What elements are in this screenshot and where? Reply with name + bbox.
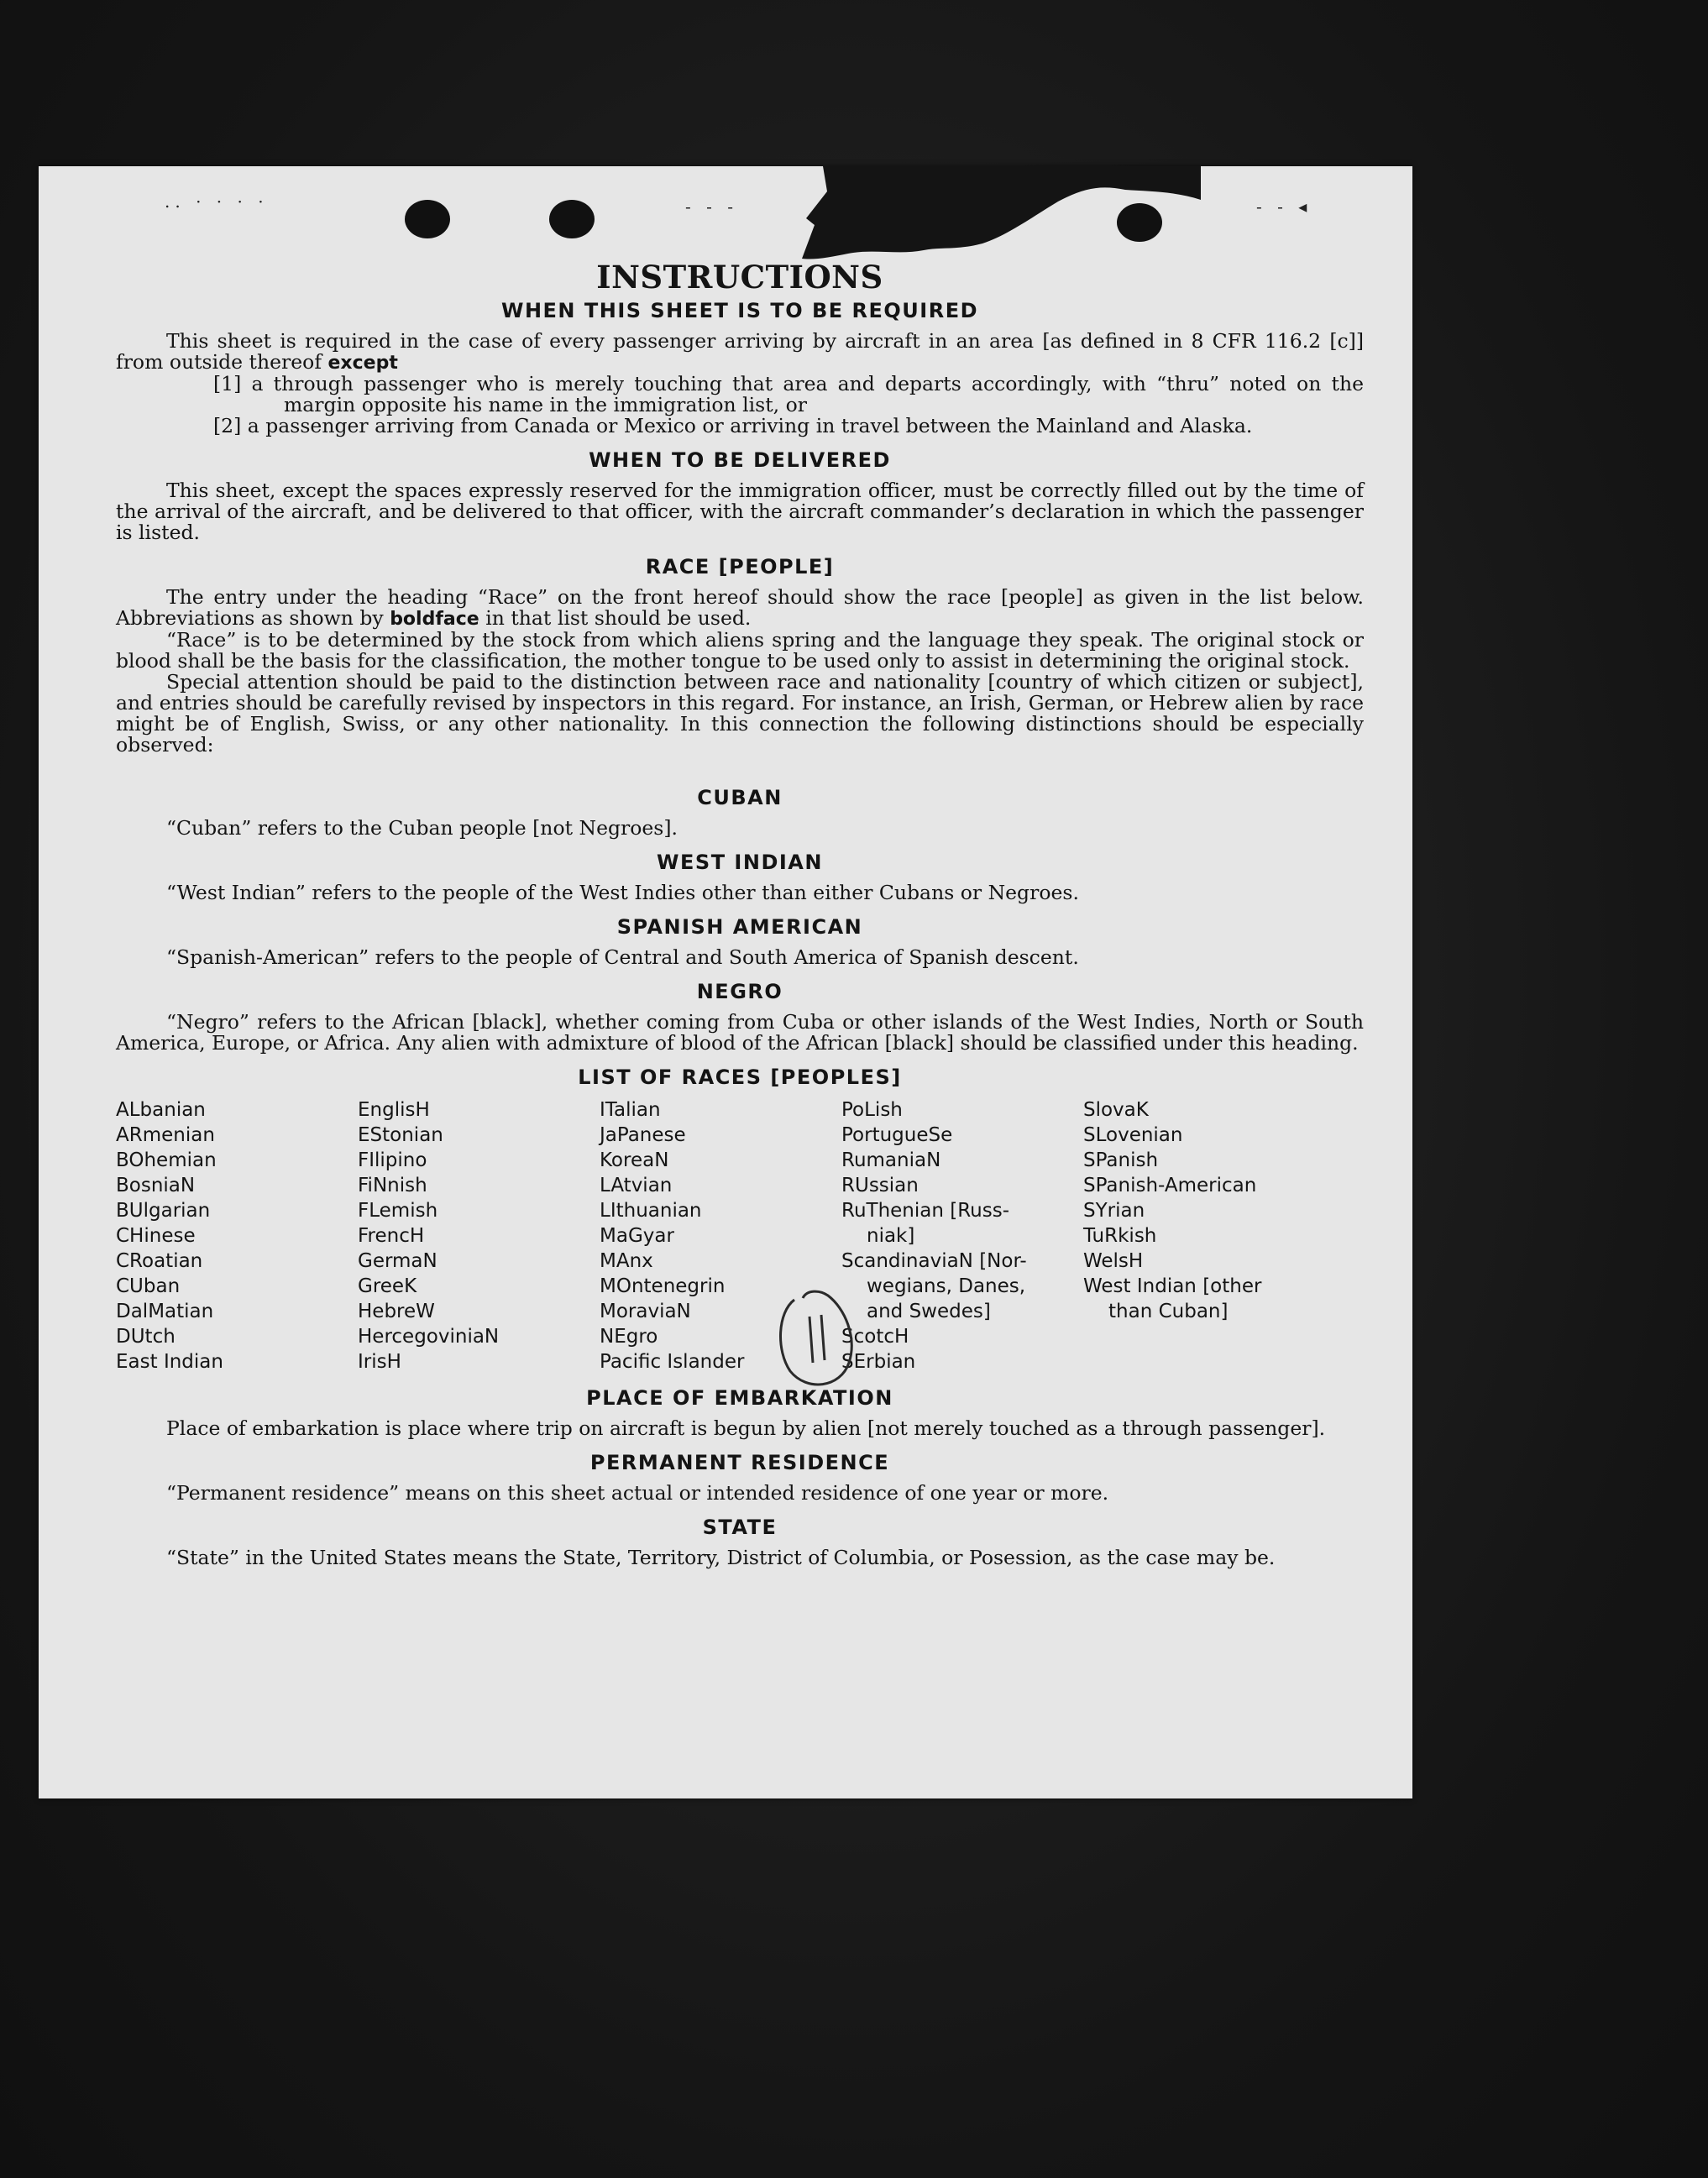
required-item-1: [1] a through passenger who is merely touching that area and departs accordingly, with “thru” noted on the margin opposite his name in the immigration list, or	[213, 372, 1364, 416]
section-heading-state: STATE	[702, 1516, 778, 1539]
race-entry: BosniaN	[116, 1175, 196, 1196]
section-heading-delivered: WHEN TO BE DELIVERED	[589, 448, 891, 472]
section-heading-list-of-races: LIST OF RACES [PEOPLES]	[578, 1065, 902, 1089]
race-entry: RUssian	[841, 1175, 919, 1196]
section-heading-spanish-american: SPANISH AMERICAN	[616, 915, 863, 939]
race-entry: GreeK	[358, 1275, 417, 1297]
spacer	[116, 756, 1364, 774]
race-entry: GermaN	[358, 1250, 437, 1272]
race-p1-text: The entry under the heading “Race” on the front hereof should show the race [people] as given in the list below. Abbreviations as shown by	[116, 585, 1364, 630]
punch-hole	[549, 200, 595, 238]
speck-marks: - - ◂	[1256, 196, 1312, 217]
race-entry: SlovaK	[1083, 1099, 1149, 1121]
residence-text: “Permanent residence” means on this sheet actual or intended residence of one year or more.	[166, 1481, 1109, 1505]
races-column	[1083, 1097, 1335, 1374]
race-entry: Pacific Islander	[600, 1351, 745, 1373]
race-entry: and Swedes]	[867, 1301, 991, 1322]
race-entry: LIthuanian	[600, 1200, 702, 1222]
race-entry: MoraviaN	[600, 1301, 691, 1322]
race-entry: than Cuban]	[1108, 1301, 1229, 1322]
race-entry: IrisH	[358, 1351, 401, 1373]
delivered-text: This sheet, except the spaces expressly reserved for the immigration officer, must be correctly filled out by the time of the arrival of the aircraft, and be delivered to that officer, with the aircraft commander’s declaration in which the passenger is listed.	[116, 479, 1364, 544]
speck-marks: .. · · · ·	[165, 191, 269, 212]
required-except: except	[327, 353, 398, 374]
race-entry: HebreW	[358, 1301, 435, 1322]
race-entry: West Indian [other	[1083, 1275, 1262, 1297]
section-heading-west-indian: WEST INDIAN	[657, 851, 823, 874]
section-heading-race: RACE [PEOPLE]	[645, 555, 835, 579]
section-heading-cuban: CUBAN	[697, 786, 783, 809]
race-entry: East Indian	[116, 1351, 223, 1373]
required-item-2: [2] a passenger arriving from Canada or Mexico or arriving in travel between the Mainland and Alaska.	[213, 414, 1253, 437]
race-entry: TuRkish	[1083, 1225, 1157, 1247]
spanish-american-text: “Spanish-American” refers to the people of Central and South America of Spanish descent.	[166, 945, 1079, 969]
race-entry: SErbian	[841, 1351, 916, 1373]
speck-marks: - - -	[685, 196, 738, 217]
negro-text: “Negro” refers to the African [black], whether coming from Cuba or other islands of the West Indies, North or South America, Europe, or Africa. Any alien with admixture of blood of the African [black] should be classified under this heading.	[116, 1010, 1364, 1055]
embarkation-text: Place of embarkation is place where trip on aircraft is begun by alien [not merely touched as a through passenger].	[166, 1416, 1326, 1440]
required-intro	[116, 331, 1364, 374]
race-entry: ITalian	[600, 1099, 661, 1121]
state-text: “State” in the United States means the State, Territory, District of Columbia, or Posession, as the case may be.	[166, 1546, 1276, 1569]
race-entry: RumaniaN	[841, 1149, 941, 1171]
race-entry: ScotcH	[841, 1326, 909, 1348]
cuban-text: “Cuban” refers to the Cuban people [not Negroes].	[166, 816, 678, 840]
race-entry: PoLish	[841, 1099, 903, 1121]
races-column	[841, 1097, 1083, 1374]
races-column	[116, 1097, 358, 1374]
required-intro-text: This sheet is required in the case of every passenger arriving by aircraft in an area [as defined in 8 CFR 116.2 [c]] from outside thereof	[116, 329, 1364, 374]
race-entry: SPanish	[1083, 1149, 1159, 1171]
race-entry: DUtch	[116, 1326, 176, 1348]
race-entry: CRoatian	[116, 1250, 203, 1272]
race-entry: NEgro	[600, 1326, 658, 1348]
race-entry: MaGyar	[600, 1225, 674, 1247]
torn-corner	[781, 166, 1201, 260]
race-entry: ScandinaviaN [Nor-	[841, 1250, 1027, 1272]
page-title: INSTRUCTIONS	[596, 259, 883, 296]
instructions-content	[116, 259, 1364, 1568]
race-entry: niak]	[867, 1225, 915, 1247]
race-entry: FiNnish	[358, 1175, 427, 1196]
race-entry: SLovenian	[1083, 1124, 1183, 1146]
race-entry: KoreaN	[600, 1149, 669, 1171]
race-entry: JaPanese	[600, 1124, 686, 1146]
race-entry: SYrian	[1083, 1200, 1145, 1222]
race-entry: EStonian	[358, 1124, 443, 1146]
race-p1-text-end: in that list should be used.	[485, 606, 752, 630]
race-paragraph-3: Special attention should be paid to the distinction between race and nationality [country of which citizen or subject], and entries should be carefully revised by inspectors in this regard. For instance, an Irish, German, or Hebrew alien by race might be of English, Swiss, or any other nationality. In this connection the following distinctions should be especially observed:	[116, 670, 1364, 757]
race-entry: EnglisH	[358, 1099, 430, 1121]
race-entry: HercegoviniaN	[358, 1326, 500, 1348]
punch-hole	[405, 200, 450, 238]
race-entry: BUlgarian	[116, 1200, 211, 1222]
section-heading-required: WHEN THIS SHEET IS TO BE REQUIRED	[500, 299, 979, 322]
race-p1-boldface: boldface	[390, 609, 479, 630]
race-entry: FLemish	[358, 1200, 438, 1222]
races-list	[116, 1097, 1364, 1374]
section-heading-negro: NEGRO	[696, 980, 783, 1003]
race-entry: MAnx	[600, 1250, 653, 1272]
race-entry: ALbanian	[116, 1099, 206, 1121]
races-column	[358, 1097, 600, 1374]
race-entry: PortugueSe	[841, 1124, 953, 1146]
west-indian-text: “West Indian” refers to the people of the West Indies other than either Cubans or Negroes.	[166, 881, 1079, 904]
race-entry: CHinese	[116, 1225, 196, 1247]
race-entry: LAtvian	[600, 1175, 673, 1196]
race-entry: wegians, Danes,	[867, 1275, 1026, 1297]
race-entry: FrencH	[358, 1225, 425, 1247]
race-entry: MOntenegrin	[600, 1275, 726, 1297]
document-sheet	[39, 166, 1412, 1798]
race-entry: RuThenian [Russ-	[841, 1200, 1010, 1222]
race-paragraph-1	[116, 587, 1364, 630]
race-entry: FIlipino	[358, 1149, 427, 1171]
race-entry: WelsH	[1083, 1250, 1144, 1272]
race-entry: CUban	[116, 1275, 181, 1297]
race-entry: BOhemian	[116, 1149, 217, 1171]
race-paragraph-2: “Race” is to be determined by the stock from which aliens spring and the language they speak. The original stock or blood shall be the basis for the classification, the mother tongue to be used only to assist in determining the original stock.	[116, 628, 1364, 673]
section-heading-embarkation: PLACE OF EMBARKATION	[586, 1386, 893, 1410]
race-entry: SPanish-American	[1083, 1175, 1257, 1196]
race-entry: DalMatian	[116, 1301, 214, 1322]
pen-mark	[769, 1283, 870, 1401]
race-entry: ARmenian	[116, 1124, 215, 1146]
section-heading-residence: PERMANENT RESIDENCE	[589, 1451, 890, 1474]
